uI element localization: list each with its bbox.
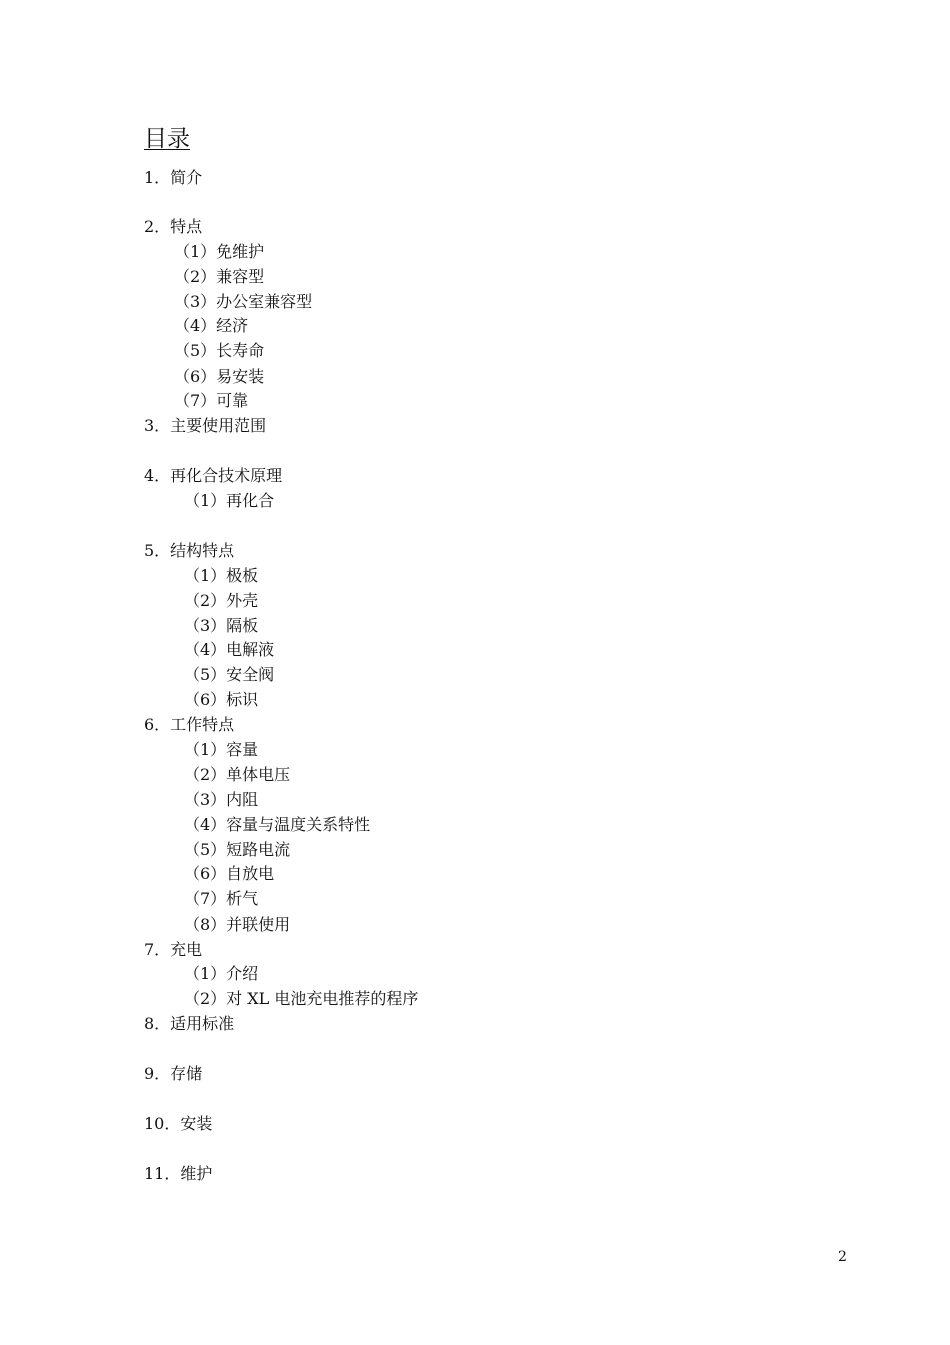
toc-item-6-6: （6）自放电: [184, 864, 275, 883]
toc-section-2: 2．特点: [144, 217, 203, 236]
toc-item-5-6: （6）标识: [184, 690, 259, 709]
toc-section-9: 9．存储: [144, 1064, 203, 1083]
toc-item-6-7: （7）析气: [184, 889, 259, 908]
toc-section-10: 10．安装: [144, 1114, 213, 1133]
toc-item-6-1: （1）容量: [184, 740, 259, 759]
toc-item-6-8: （8）并联使用: [184, 915, 291, 934]
toc-item-6-5: （5）短路电流: [184, 840, 291, 859]
toc-item-5-4: （4）电解液: [184, 640, 275, 659]
toc-section-7: 7．充电: [144, 940, 203, 959]
toc-item-6-3: （3）内阻: [184, 790, 259, 809]
toc-item-2-2: （2）兼容型: [174, 267, 265, 286]
toc-item-2-5: （5）长寿命: [174, 341, 265, 360]
toc-item-6-2: （2）单体电压: [184, 765, 291, 784]
toc-title: 目录: [144, 126, 190, 152]
toc-section-4: 4．再化合技术原理: [144, 466, 283, 485]
toc-item-6-4: （4）容量与温度关系特性: [184, 815, 371, 834]
toc-item-2-7: （7）可靠: [174, 391, 249, 410]
toc-item-2-1: （1）免维护: [174, 242, 265, 261]
toc-section-3: 3．主要使用范围: [144, 416, 267, 435]
toc-item-2-6: （6）易安装: [174, 367, 265, 386]
toc-item-7-1: （1）介绍: [184, 964, 259, 983]
toc-item-5-1: （1）极板: [184, 566, 259, 585]
toc-section-1: 1．简介: [144, 168, 203, 187]
toc-item-5-5: （5）安全阀: [184, 665, 275, 684]
toc-section-11: 11．维护: [144, 1164, 213, 1183]
toc-item-5-3: （3）隔板: [184, 616, 259, 635]
toc-section-8: 8．适用标准: [144, 1014, 235, 1033]
toc-section-6: 6．工作特点: [144, 715, 235, 734]
toc-item-4-1: （1）再化合: [184, 491, 275, 510]
toc-item-5-2: （2）外壳: [184, 591, 259, 610]
toc-item-2-4: （4）经济: [174, 316, 249, 335]
toc-item-7-2: （2）对 XL 电池充电推荐的程序: [184, 989, 419, 1008]
toc-section-5: 5．结构特点: [144, 541, 235, 560]
toc-item-2-3: （3）办公室兼容型: [174, 292, 313, 311]
page-number: 2: [838, 1249, 847, 1265]
